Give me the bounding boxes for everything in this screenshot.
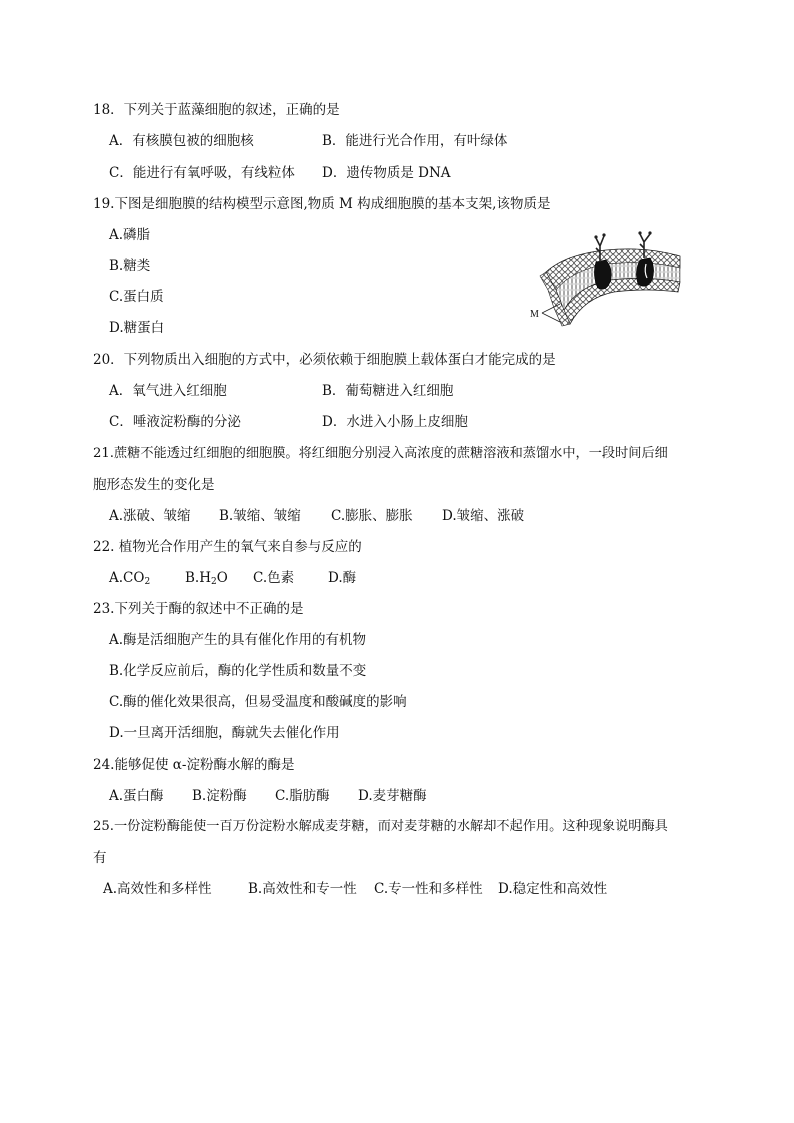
label-M: M <box>530 309 539 320</box>
question-19-option-c: C.蛋白质 <box>109 289 164 305</box>
question-18-option-a: A．有核膜包被的细胞核 <box>109 133 254 149</box>
question-24-option-c: C.脂肪酶 <box>275 788 330 804</box>
question-21-option-d: D.皱缩、涨破 <box>442 508 525 524</box>
question-20-option-c: C．唾液淀粉酶的分泌 <box>109 414 241 430</box>
question-23-option-b: B.化学反应前后，酶的化学性质和数量不变 <box>109 663 367 679</box>
question-18-option-c: C．能进行有氧呼吸，有线粒体 <box>109 165 295 181</box>
question-22-option-a <box>109 569 150 591</box>
question-25-option-c: C.专一性和多样性 <box>374 881 483 897</box>
question-19-option-d: D.糖蛋白 <box>109 320 165 336</box>
question-24-stem: 24.能够促使 α-淀粉酶水解的酶是 <box>93 757 295 773</box>
question-22-option-b <box>185 569 228 591</box>
question-19-stem: 19.下图是细胞膜的结构模型示意图,物质 M 构成细胞膜的基本支架,该物质是 <box>93 196 551 212</box>
question-21-stem-line1: 21.蔗糖不能透过红细胞的细胞膜。将红细胞分别浸入高浓度的蔗糖溶液和蒸馏水中，一段时间后细 <box>93 446 668 461</box>
question-25-option-d: D.稳定性和高效性 <box>498 881 608 897</box>
question-24-option-b: B.淀粉酶 <box>192 788 247 804</box>
question-24-option-d: D.麦芽糖酶 <box>358 788 427 804</box>
question-22-stem: 22. 植物光合作用产生的氧气来自参与反应的 <box>93 539 362 555</box>
question-22-option-b-suffix: O <box>216 570 228 586</box>
question-20-option-a: A．氧气进入红细胞 <box>109 383 227 399</box>
question-23-option-c: C.酶的催化效果很高，但易受温度和酸碱度的影响 <box>109 694 407 710</box>
question-21-option-c: C.膨胀、膨胀 <box>331 508 413 524</box>
question-22-option-c: C.色素 <box>253 570 295 586</box>
question-21-option-a: A.涨破、皱缩 <box>109 508 191 524</box>
question-20-option-d: D．水进入小肠上皮细胞 <box>322 414 468 430</box>
question-19-option-a: A.磷脂 <box>109 227 151 243</box>
question-25-stem-line1: 25.一份淀粉酶能使一百万份淀粉水解成麦芽糖，而对麦芽糖的水解却不起作用。这种现象说明酶具 <box>93 819 668 834</box>
question-25-option-a: A.高效性和多样性 <box>103 881 212 897</box>
question-22-option-a-text: A.CO <box>109 570 145 586</box>
question-22-option-b-subscript: 2 <box>211 577 217 587</box>
membrane-svg <box>526 224 686 336</box>
question-23-option-a: A.酶是活细胞产生的具有催化作用的有机物 <box>109 632 367 648</box>
question-23-option-d: D.一旦离开活细胞，酶就失去催化作用 <box>109 725 340 741</box>
question-20-stem: 20．下列物质出入细胞的方式中，必须依赖于细胞膜上载体蛋白才能完成的是 <box>93 352 556 368</box>
question-18-option-b: B．能进行光合作用，有叶绿体 <box>322 133 508 149</box>
question-25-option-b: B.高效性和专一性 <box>248 881 357 897</box>
question-19-option-b: B.糖类 <box>109 258 151 274</box>
question-18-option-d: D．遗传物质是 DNA <box>322 165 451 181</box>
question-21-option-b: B.皱缩、皱缩 <box>219 508 301 524</box>
cell-membrane-diagram <box>526 224 686 336</box>
question-24-option-a: A.蛋白酶 <box>109 788 164 804</box>
question-22-option-b-text: B.H <box>185 570 211 586</box>
question-22-option-a-subscript: 2 <box>144 577 151 587</box>
question-18-stem: 18．下列关于蓝藻细胞的叙述，正确的是 <box>93 102 340 118</box>
question-23-stem: 23.下列关于酶的叙述中不正确的是 <box>93 601 304 617</box>
question-21-stem-line2: 胞形态发生的变化是 <box>93 477 215 493</box>
question-22-option-d: D.酶 <box>328 570 357 586</box>
question-25-stem-line2: 有 <box>93 850 107 866</box>
question-20-option-b: B．葡萄糖进入红细胞 <box>322 383 454 399</box>
